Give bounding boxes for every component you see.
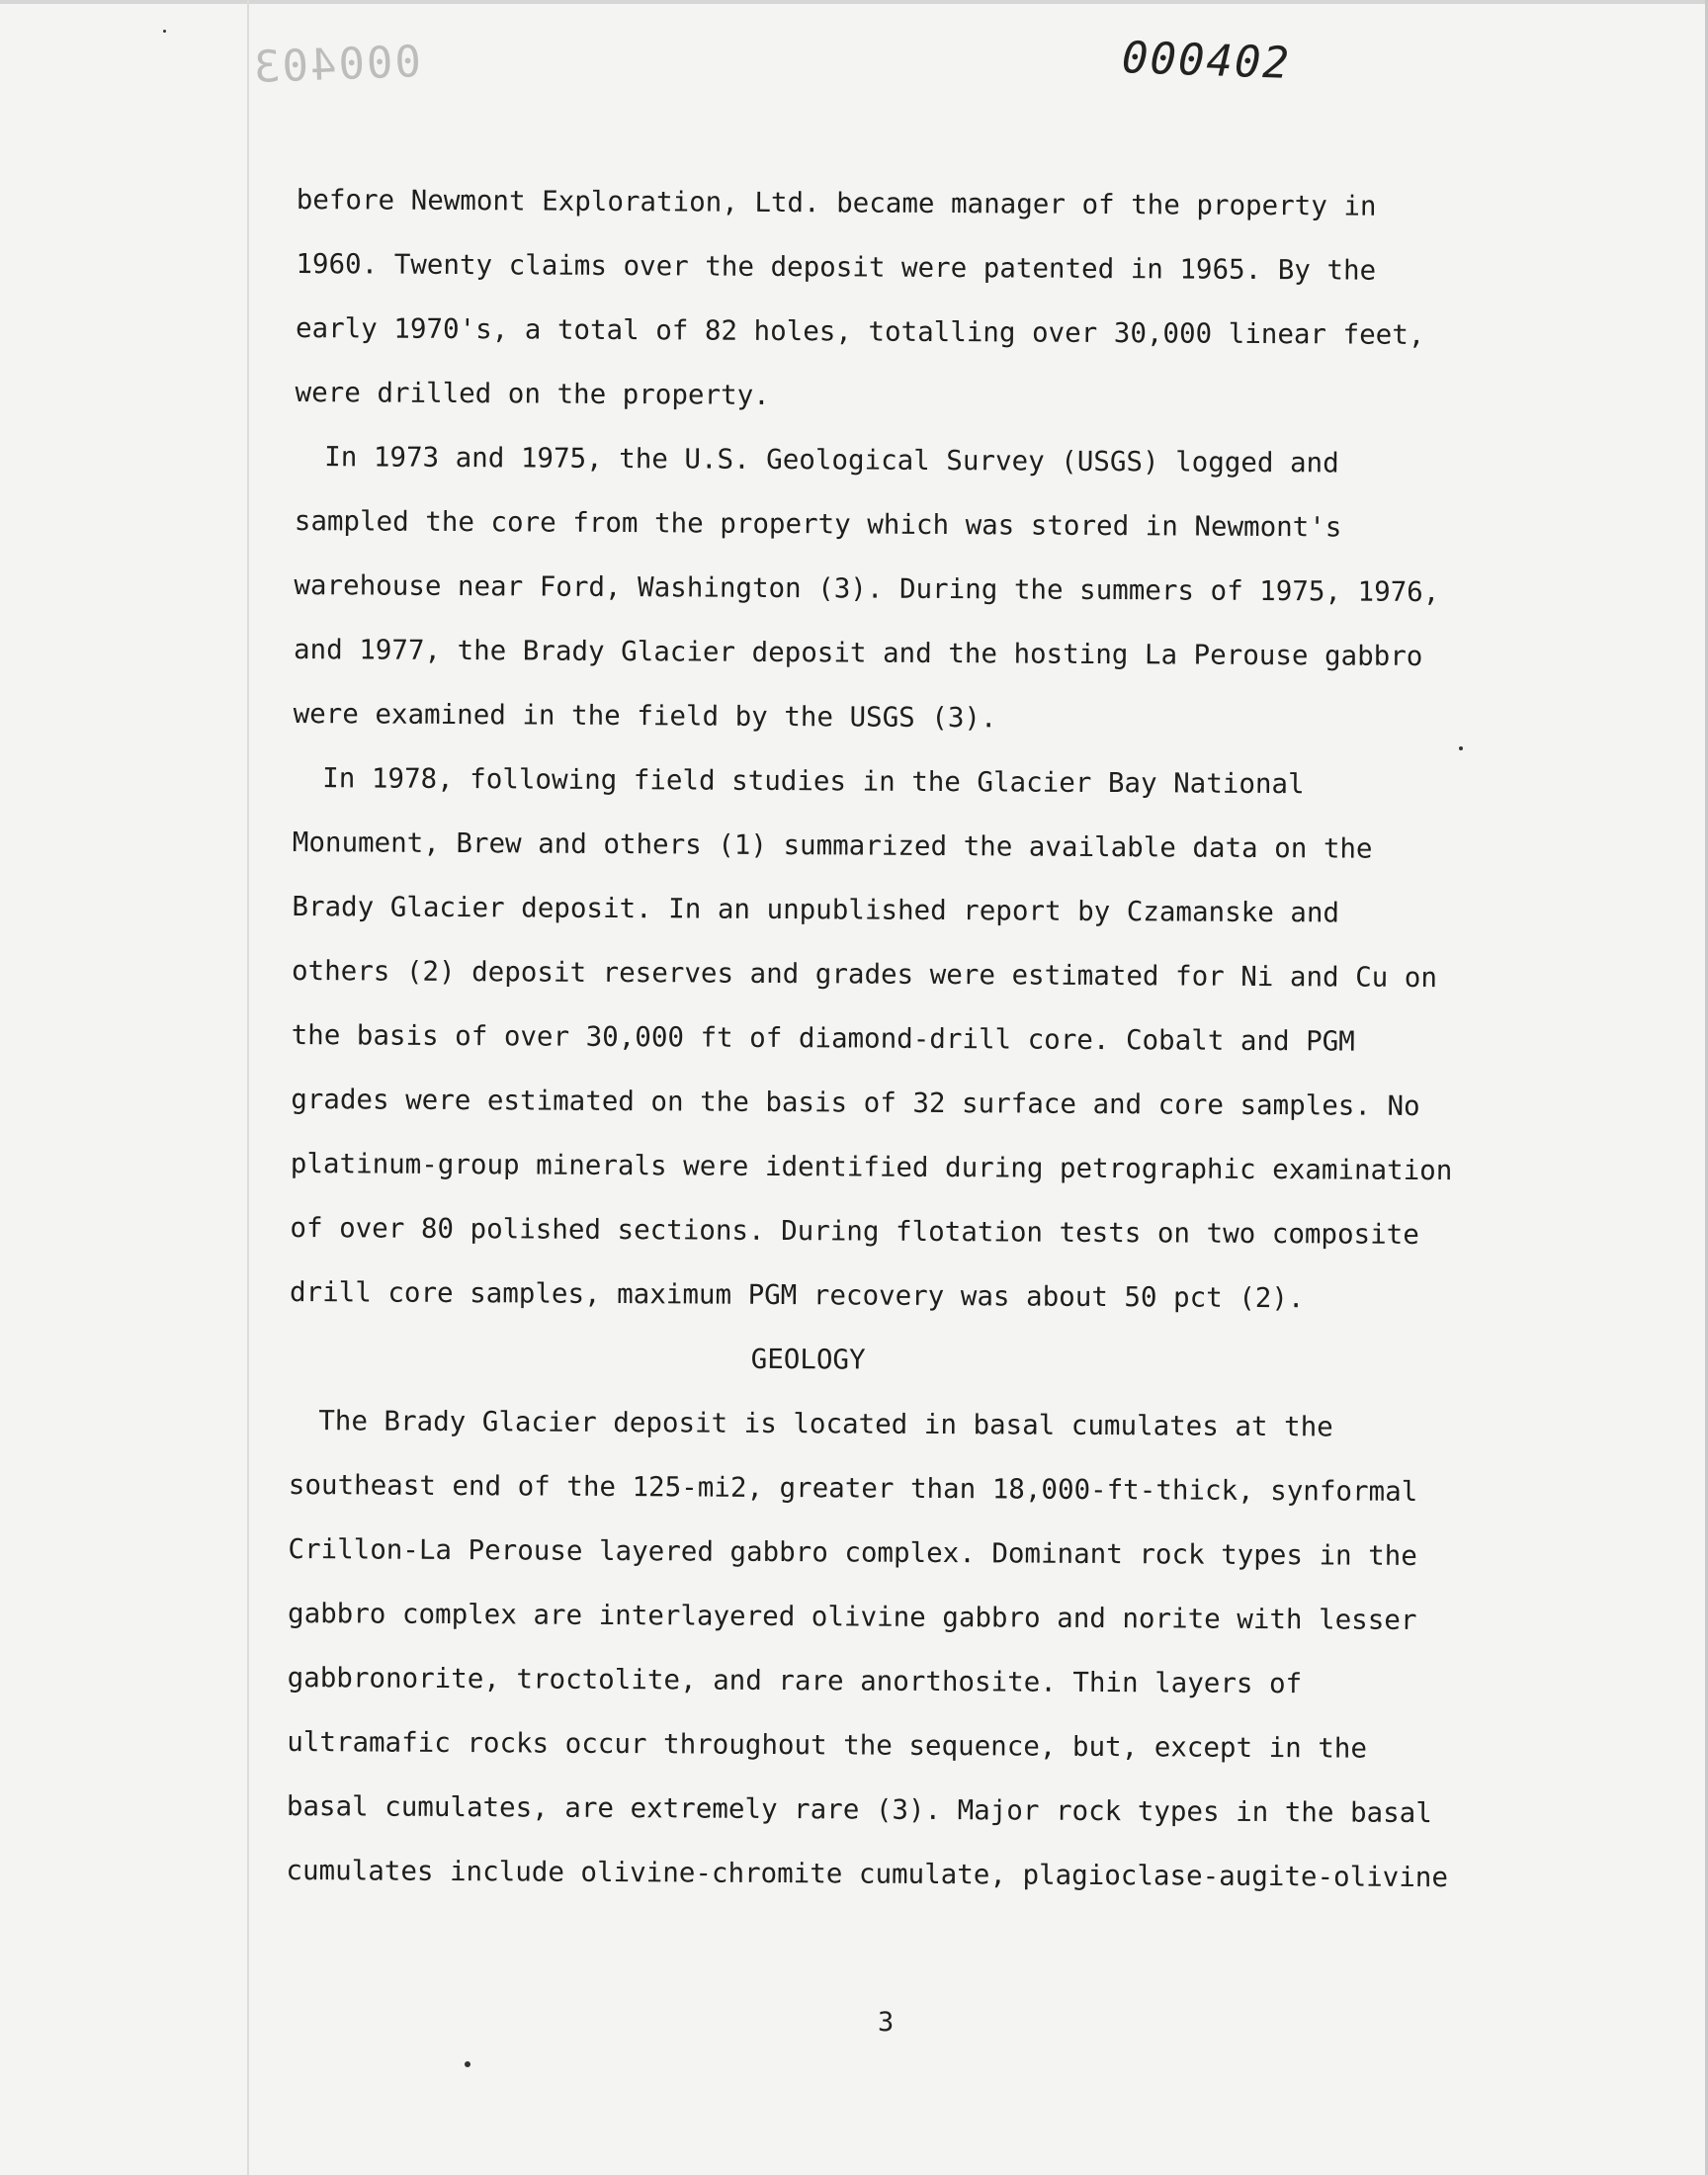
text-line: gabbro complex are interlayered olivine gabbro and norite with lesser xyxy=(287,1597,1417,1636)
page-top-edge xyxy=(0,0,1708,4)
text-line: sampled the core from the property which was stored in Newmont's xyxy=(294,504,1342,544)
text-line: southeast end of the 125-mi2, greater than 18,000-ft-thick, synformal xyxy=(288,1468,1418,1508)
text-line: were drilled on the property. xyxy=(295,376,770,411)
text-line: others (2) deposit reserves and grades were estimated for Ni and Cu on xyxy=(291,954,1438,995)
body-text xyxy=(286,168,1522,1911)
text-line: early 1970's, a total of 82 holes, totalling over 30,000 linear feet, xyxy=(295,311,1425,351)
text-line: In 1978, following field studies in the Glacier Bay National xyxy=(322,762,1305,801)
scan-speck xyxy=(163,30,166,33)
text-line: 1960. Twenty claims over the deposit were patented in 1965. By the xyxy=(296,247,1377,287)
text-line: the basis of over 30,000 ft of diamond-drill core. Cobalt and PGM xyxy=(291,1018,1355,1058)
text-line: were examined in the field by the USGS (3). xyxy=(293,697,997,735)
page-fold-line xyxy=(247,0,249,2175)
text-line: platinum-group minerals were identified during petrographic examination xyxy=(290,1147,1453,1187)
section-heading: GEOLOGY xyxy=(750,1343,866,1376)
text-line: grades were estimated on the basis of 32 surface and core samples. No xyxy=(291,1083,1420,1122)
document-control-number: 000402 xyxy=(1121,33,1292,89)
text-line: Monument, Brew and others (1) summarized the available data on the xyxy=(292,826,1373,865)
text-line: basal cumulates, are extremely rare (3). Major rock types in the basal xyxy=(286,1789,1432,1830)
text-line: In 1973 and 1975, the U.S. Geological Survey (USGS) logged and xyxy=(324,441,1339,479)
text-line: The Brady Glacier deposit is located in basal cumulates at the xyxy=(318,1405,1333,1443)
scan-speck xyxy=(465,2061,470,2067)
text-line: cumulates include olivine-chromite cumulate, plagioclase-augite-olivine xyxy=(286,1854,1449,1894)
text-line: drill core samples, maximum PGM recovery was about 50 pct (2). xyxy=(289,1275,1305,1315)
text-line: of over 80 polished sections. During flotation tests on two composite xyxy=(290,1211,1419,1251)
bleed-through-page-number: 000403 xyxy=(251,37,422,93)
text-line: and 1977, the Brady Glacier deposit and the hosting La Perouse gabbro xyxy=(293,633,1423,672)
text-line: Brady Glacier deposit. In an unpublished report by Czamanske and xyxy=(292,890,1340,929)
text-line: gabbronorite, troctolite, and rare anorthosite. Thin layers of xyxy=(287,1661,1303,1700)
text-line: warehouse near Ford, Washington (3). During the summers of 1975, 1976, xyxy=(294,568,1440,609)
text-line: Crillon-La Perouse layered gabbro complex. Dominant rock types in the xyxy=(288,1532,1417,1572)
text-line: ultramafic rocks occur throughout the sequence, but, except in the xyxy=(287,1725,1368,1765)
text-line: before Newmont Exploration, Ltd. became manager of the property in xyxy=(296,183,1377,222)
page-number: 3 xyxy=(878,2007,895,2038)
scan-speck xyxy=(1459,746,1463,750)
